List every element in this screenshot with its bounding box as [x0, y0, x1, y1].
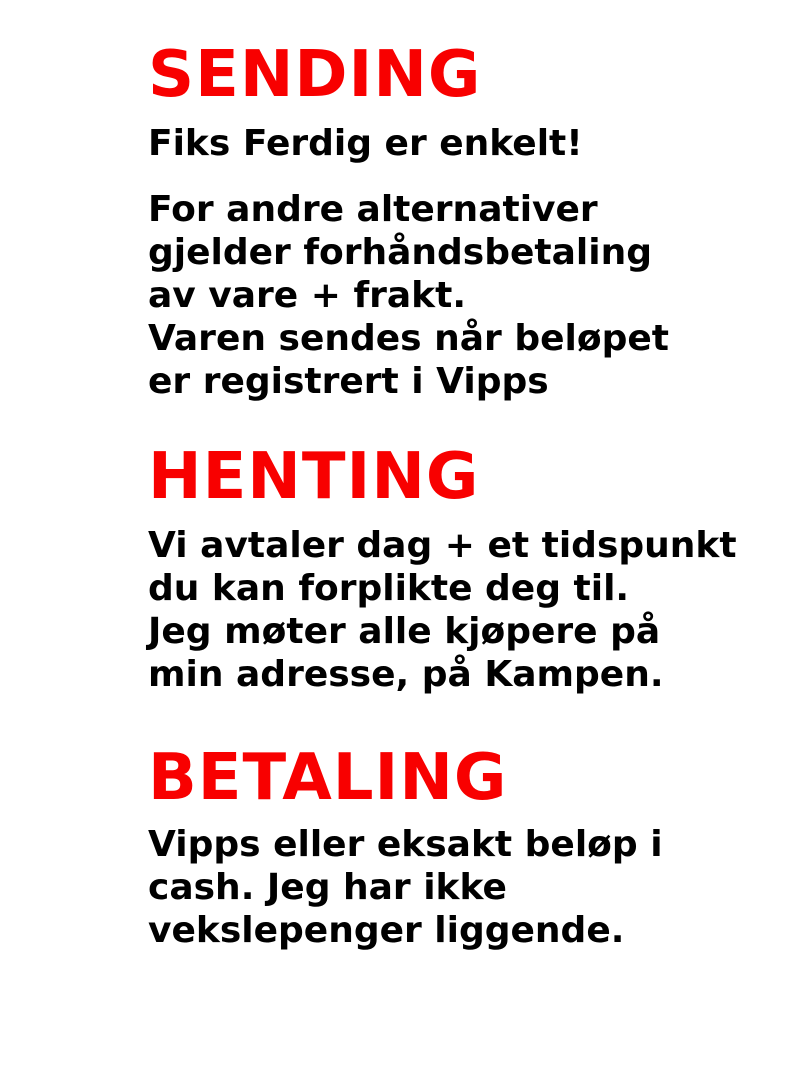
betaling-body-text — [148, 823, 764, 952]
text-line: er registrert i Vipps — [148, 361, 549, 403]
text-line: av vare + frakt. — [148, 275, 466, 317]
section-betaling-title: BETALING — [148, 740, 508, 815]
text-line: For andre alternativer — [148, 189, 598, 231]
text-line: Varen sendes når beløpet — [148, 318, 669, 360]
text-line: du kan forplikte deg til. — [148, 567, 630, 609]
section-sending — [148, 40, 764, 403]
sending-body-text — [148, 188, 764, 403]
text-line: cash. Jeg har ikke — [148, 867, 507, 909]
text-line: vekslepenger liggende. — [148, 910, 625, 952]
text-line: Vi avtaler dag + et tidspunkt — [148, 524, 737, 566]
text-line: Vipps eller eksakt beløp i — [148, 824, 663, 866]
text-line: gjelder forhåndsbetaling — [148, 232, 652, 274]
section-henting-title: HENTING — [148, 440, 480, 515]
henting-body-text — [148, 524, 764, 696]
text-line: min adresse, på Kampen. — [148, 653, 664, 695]
section-betaling — [148, 740, 764, 952]
sending-intro-text: Fiks Ferdig er enkelt! — [148, 123, 583, 165]
section-sending-title: SENDING — [148, 38, 482, 112]
section-henting — [148, 442, 764, 695]
text-line: Jeg møter alle kjøpere på — [148, 610, 661, 652]
